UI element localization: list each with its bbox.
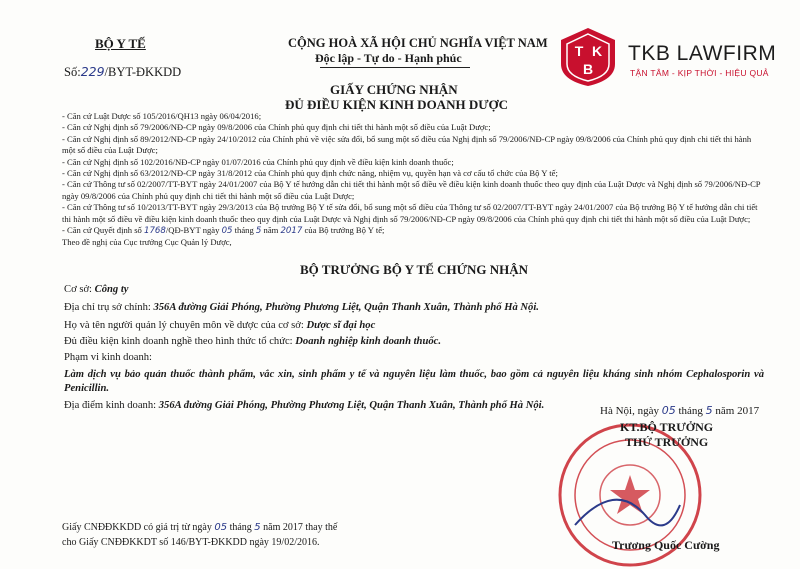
minister-certification-heading: BỘ TRƯỞNG BỘ Y TẾ CHỨNG NHẬN (300, 262, 529, 277)
validity-day-handwritten: 05 (214, 522, 228, 533)
decision-month-handwritten: 5 (255, 226, 262, 237)
legal-basis-item: - Căn cứ Thông tư số 02/2007/TT-BYT ngày 24/01/2007 của Bộ Y tế hướng dẫn chi tiết thi hành một số điều về điều kiện kinh doanh thuốc theo quy định của Luật Dược và Nghị định số 79/2006/NĐ-CP ngày 09/8/2006 của Chính phủ quy định chi tiết thi hành một số điều của Luật Dược; (62, 179, 761, 201)
decision-number-handwritten: 1768 (144, 226, 166, 237)
field-label: Địa điểm kinh doanh: (64, 400, 159, 411)
legal-bases (62, 111, 762, 249)
legal-basis-item: - Căn cứ Nghị định số 79/2006/NĐ-CP ngày 09/8/2006 của Chính phủ quy định chi tiết thi hành một số điều của Luật Dược; (62, 122, 491, 133)
legal-basis-item: - Căn cứ Thông tư số 10/2013/TT-BYT ngày 29/3/2013 của Bộ trưởng Bộ Y tế sửa đổi, bổ sung một số điều của Thông tư số 02/2007/TT-BYT ngày 24/01/2007 của Bộ trưởng Bộ Y tế hướng dẫn chi tiết thi hành một số điều về điều kiện kinh doanh thuốc theo quy định của Luật Dược và Nghị định số 79/2006/NĐ-CP ngày 09/8/2006 của Chính phủ quy định chi tiết thi hành một số điều của Luật Dược; (62, 202, 758, 224)
decision-day-handwritten: 05 (221, 226, 233, 237)
doc-number-prefix: Số: (64, 65, 81, 79)
field-head-office (64, 302, 539, 313)
validity-line-1 (62, 520, 337, 535)
decision-pre: - Căn cứ Quyết định số (62, 225, 144, 236)
signatory-title: KT.BỘ TRƯỞNG (620, 420, 714, 434)
validity-pre: Giấy CNĐĐKKDD có giá trị từ ngày (62, 522, 215, 533)
ministry-name: BỘ Y TẾ (95, 36, 146, 51)
certificate-subtitle: ĐỦ ĐIỀU KIỆN KINH DOANH DƯỢC (285, 97, 509, 112)
decision-year-handwritten: 2017 (280, 226, 303, 237)
legal-basis-item: - Căn cứ Nghị định số 89/2012/NĐ-CP ngày 24/10/2012 của Chính phủ về việc sửa đổi, bổ sung một số điều của Nghị định số 79/2006/NĐ-CP ngày 09/8/2006 của Chính phủ quy định chi tiết thi hành một số điều của Luật Dược; (62, 133, 752, 156)
legal-basis-item: - Căn cứ Nghị định số 102/2016/NĐ-CP ngày 01/07/2016 của Chính phủ quy định về điều kiện kinh doanh thuốc; (62, 156, 454, 167)
legal-basis-item: - Căn cứ Luật Dược số 105/2016/QH13 ngày 06/04/2016; (62, 111, 262, 121)
signer-name: Trương Quốc Cường (612, 538, 720, 552)
validity-line-2: cho Giấy CNĐĐKKDT số 146/BYT-ĐKKDD ngày 19/02/2016. (62, 537, 320, 548)
signing-date (600, 404, 759, 417)
decision-mid: năm (261, 225, 281, 236)
logo-letter-k: K (591, 43, 603, 59)
field-value: Doanh nghiệp kinh doanh thuốc. (295, 336, 441, 347)
logo-letter-t: T (574, 43, 584, 59)
logo-tagline: TẬN TÂM - KỊP THỜI - HIỆU QUẢ (630, 68, 769, 78)
date-post: năm 2017 (712, 405, 760, 417)
document-number (64, 64, 181, 80)
field-manager (64, 320, 375, 331)
date-pre: Hà Nội, ngày (600, 405, 662, 417)
logo-brand: TKB LAWFIRM (628, 42, 777, 65)
certificate-title: GIẤY CHỨNG NHẬN (330, 82, 458, 97)
field-label: Đủ điều kiện kinh doanh nghề theo hình thức tổ chức: (64, 336, 296, 347)
signatory-position: THỨ TRƯỞNG (625, 435, 709, 449)
national-motto: Độc lập - Tự do - Hạnh phúc (315, 51, 462, 65)
field-label: Địa chỉ trụ sở chính: (64, 302, 154, 313)
doc-number-suffix: /BYT-ĐKKDD (104, 65, 182, 79)
motto-underline (320, 67, 470, 68)
validity-note (62, 520, 337, 550)
validity-mid: tháng (227, 522, 255, 533)
doc-number-handwritten: 229 (80, 64, 105, 79)
date-day-handwritten: 05 (661, 404, 676, 417)
field-label: Cơ sở: (64, 284, 95, 295)
decision-mid: /QĐ-BYT ngày (165, 225, 222, 236)
field-value: 356A đường Giải Phóng, Phường Phương Liệt, Quận Thanh Xuân, Thành phố Hà Nội. (158, 400, 545, 411)
business-scope: Làm dịch vụ bảo quản thuốc thành phẩm, vắc xin, sinh phẩm y tế và nguyên liệu làm thuốc, bao gồm cả nguyên liệu kháng sinh nhóm Cephalosporin và Penicillin. (64, 369, 764, 394)
field-label: Họ và tên người quản lý chuyên môn về dược của cơ sở: (64, 320, 307, 331)
decision-post: của Bộ trưởng Bộ Y tế; (302, 225, 385, 236)
field-label: Phạm vi kinh doanh: (64, 352, 152, 363)
proposal-line: Theo đề nghị của Cục trưởng Cục Quản lý Dược, (62, 237, 232, 248)
field-business-location (64, 400, 544, 411)
date-mid: tháng (675, 405, 706, 417)
field-value: Công ty (94, 284, 129, 295)
decision-basis (62, 225, 762, 237)
field-facility (64, 284, 129, 295)
field-value: 356A đường Giải Phóng, Phường Phương Liệt, Quận Thanh Xuân, Thành phố Hà Nội. (153, 302, 539, 313)
national-title: CỘNG HOÀ XÃ HỘI CHỦ NGHĨA VIỆT NAM (288, 36, 548, 50)
decision-mid: tháng (232, 225, 256, 236)
legal-basis-item: - Căn cứ Nghị định số 63/2012/NĐ-CP ngày 31/8/2012 của Chính phủ quy định chức năng, nhiệm vụ, quyền hạn và cơ cấu tổ chức của Bộ Y tế; (62, 168, 558, 179)
field-value: Dược sĩ đại học (306, 320, 376, 331)
logo-letter-b: B (582, 61, 594, 77)
validity-post: năm 2017 thay thế (260, 522, 338, 533)
tkb-logo-icon (557, 26, 619, 88)
date-month-handwritten: 5 (705, 404, 713, 417)
field-scope-label (64, 352, 152, 363)
validity-month-handwritten: 5 (254, 522, 261, 533)
field-business-form (64, 336, 441, 347)
